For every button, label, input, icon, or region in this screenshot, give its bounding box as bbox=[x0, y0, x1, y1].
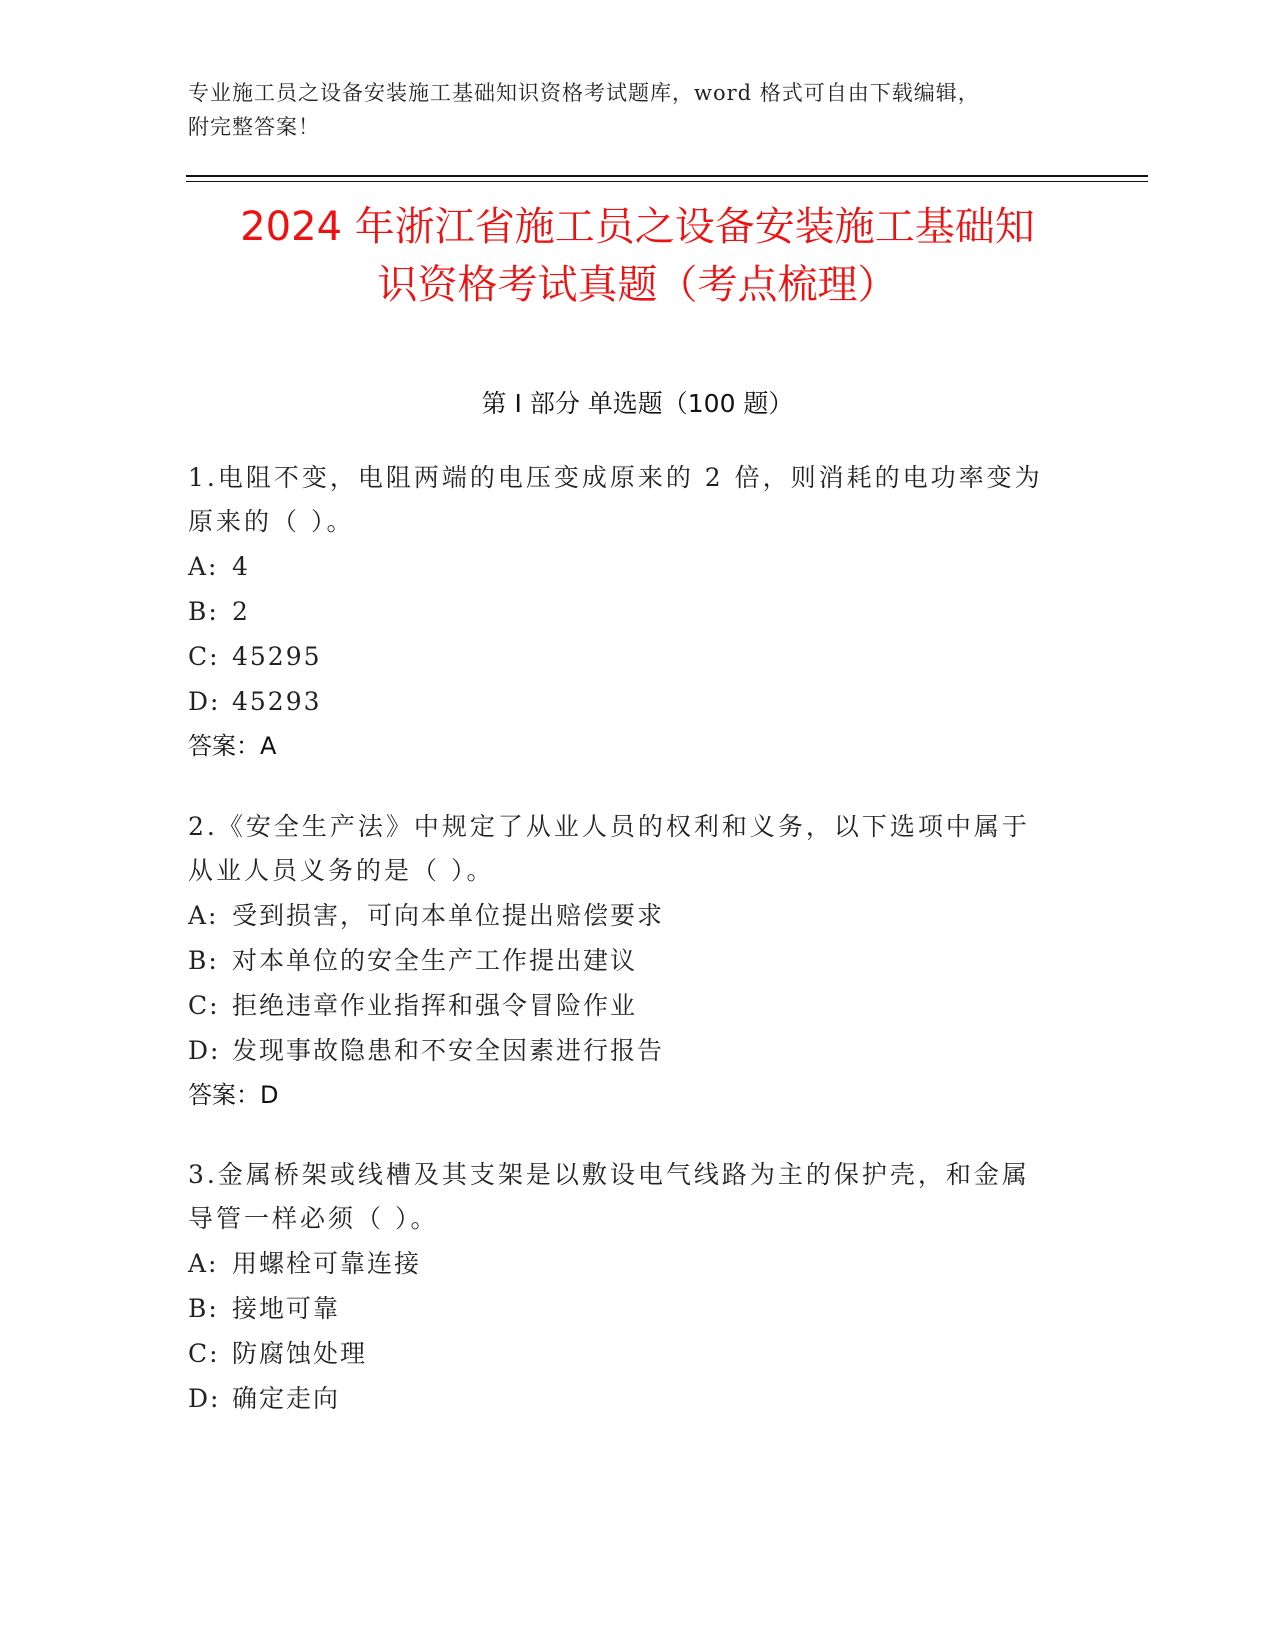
option-c bbox=[188, 1331, 1068, 1376]
option-key: B: bbox=[188, 946, 219, 975]
header-divider-thick bbox=[186, 175, 1148, 177]
option-text: 防腐蚀处理 bbox=[232, 1339, 368, 1368]
option-b bbox=[188, 589, 1068, 634]
option-d bbox=[188, 679, 1068, 724]
option-key: B: bbox=[188, 1294, 219, 1323]
document-title-line-1: 2024 年浙江省施工员之设备安装施工基础知 bbox=[240, 204, 1035, 250]
question-stem-line-2: 从业人员义务的是（ ）。 bbox=[188, 856, 495, 885]
answer-label: 答案：D bbox=[188, 1081, 279, 1109]
answer-label: 答案：A bbox=[188, 732, 277, 760]
option-text: 对本单位的安全生产工作提出建议 bbox=[232, 946, 638, 975]
option-text: 用螺栓可靠连接 bbox=[232, 1249, 422, 1278]
option-c bbox=[188, 983, 1068, 1028]
option-a bbox=[188, 893, 1068, 938]
option-key: D: bbox=[188, 1384, 221, 1413]
section-heading: 第 I 部分 单选题（100 题） bbox=[481, 389, 794, 418]
option-text: 45293 bbox=[232, 687, 322, 716]
option-key: D: bbox=[188, 687, 221, 716]
option-key: C: bbox=[188, 642, 220, 671]
option-text: 45295 bbox=[232, 642, 322, 671]
option-text: 确定走向 bbox=[232, 1384, 341, 1413]
question-stem-line-1: 2.《安全生产法》中规定了从业人员的权利和义务，以下选项中属于 bbox=[188, 812, 1030, 841]
question-stem bbox=[188, 805, 1068, 893]
question-stem-line-2: 原来的（ ）。 bbox=[188, 507, 355, 536]
question-stem bbox=[188, 456, 1068, 544]
option-d bbox=[188, 1376, 1068, 1421]
option-key: D: bbox=[188, 1036, 221, 1065]
question-3 bbox=[188, 1153, 1068, 1421]
option-d bbox=[188, 1028, 1068, 1073]
option-text: 拒绝违章作业指挥和强令冒险作业 bbox=[232, 991, 638, 1020]
option-a bbox=[188, 544, 1068, 589]
option-text: 接地可靠 bbox=[232, 1294, 341, 1323]
option-key: A: bbox=[188, 552, 219, 581]
header-note-line-2: 附完整答案！ bbox=[188, 115, 320, 139]
option-text: 发现事故隐患和不安全因素进行报告 bbox=[232, 1036, 665, 1065]
option-b bbox=[188, 938, 1068, 983]
option-c bbox=[188, 634, 1068, 679]
question-stem-line-2: 导管一样必须（ ）。 bbox=[188, 1204, 439, 1233]
option-key: A: bbox=[188, 1249, 219, 1278]
question-2 bbox=[188, 805, 1068, 1118]
option-key: B: bbox=[188, 597, 219, 626]
option-a bbox=[188, 1241, 1068, 1286]
option-text: 2 bbox=[232, 597, 250, 626]
header-divider-thin bbox=[186, 181, 1148, 182]
question-stem bbox=[188, 1153, 1068, 1241]
header-note bbox=[188, 76, 1088, 144]
option-key: C: bbox=[188, 991, 220, 1020]
question-stem-line-1: 3.金属桥架或线槽及其支架是以敷设电气线路为主的保护壳，和金属 bbox=[188, 1160, 1030, 1189]
option-text: 受到损害，可向本单位提出赔偿要求 bbox=[232, 901, 665, 930]
question-1 bbox=[188, 456, 1068, 769]
option-b bbox=[188, 1286, 1068, 1331]
option-key: C: bbox=[188, 1339, 220, 1368]
document-title bbox=[180, 198, 1095, 314]
header-note-line-1: 专业施工员之设备安装施工基础知识资格考试题库，word 格式可自由下载编辑， bbox=[188, 81, 980, 105]
option-key: A: bbox=[188, 901, 219, 930]
option-text: 4 bbox=[232, 552, 250, 581]
document-title-line-2: 识资格考试真题（考点梳理） bbox=[377, 262, 898, 308]
question-stem-line-1: 1.电阻不变，电阻两端的电压变成原来的 2 倍，则消耗的电功率变为 bbox=[188, 463, 1043, 492]
